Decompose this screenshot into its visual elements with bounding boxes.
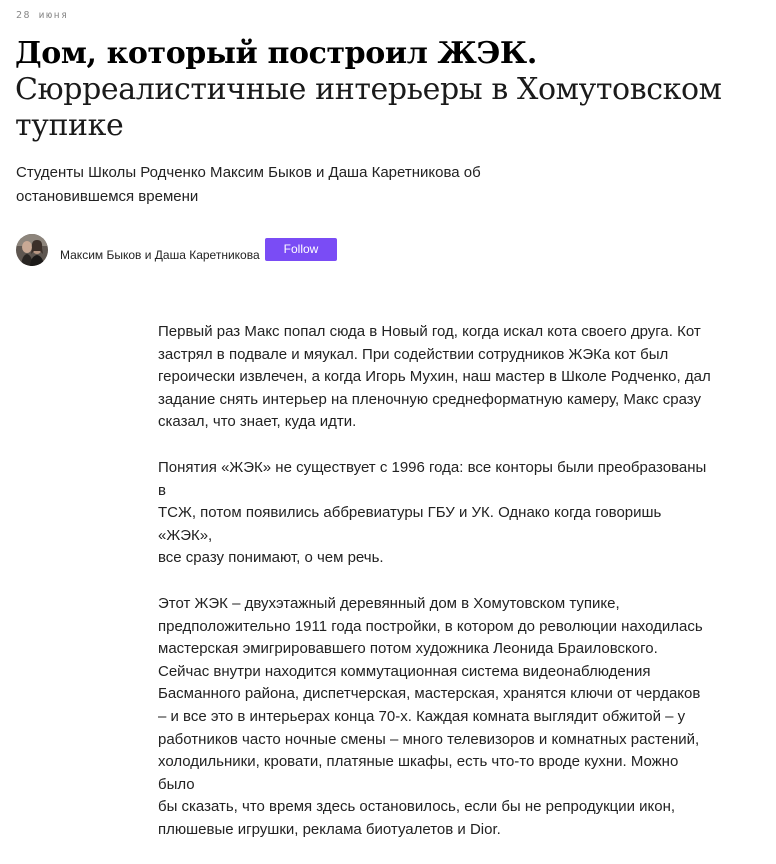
author-byline (16, 233, 260, 267)
body-paragraph: Этот ЖЭК – двухэтажный деревянный дом в Хомутовском тупике, предположительно 1911 года постройки, в котором до революции находилась мастерская эмигрировавшего потом художника Леонида Браиловского. Сейчас внутри находится коммутационная система видеонаблюдения Басманного района, диспетчерская, мастерская, хранятся ключи от чердаков – и все это в интерьерах конца 70-х. Каждая комната выглядит обжитой – у работников часто ночные смены – много телевизоров и комнатных растений, холодильники, кровати, платяные шкафы, есть что-то вроде кухни. Можно было бы сказать, что время здесь остановилось, если бы не репродукции икон, плюшевые игрушки, реклама биотуалетов и Dior. (158, 594, 703, 838)
article-lead: Студенты Школы Родченко Максим Быков и Даша Каретникова об остановившемся времени (16, 164, 481, 205)
article-headline (15, 36, 765, 144)
article-title: Дом, который построил ЖЭК. (15, 36, 537, 71)
article-subtitle: Сюрреалистичные интерьеры в Хомутовском тупике (15, 72, 722, 143)
author-name[interactable]: Максим Быков и Даша Каретникова (60, 248, 260, 262)
body-paragraph: Понятия «ЖЭК» не существует с 1996 года: все конторы были преобразованы в ТСЖ, потом появились аббревиатуры ГБУ и УК. Однако когда говоришь «ЖЭК», все сразу понимают, о чем речь. (158, 458, 707, 567)
body-paragraph: Первый раз Макс попал сюда в Новый год, когда искал кота своего друга. Кот застрял в подвале и мяукал. При содействии сотрудников ЖЭКа кот был героически извлечен, а когда Игорь Мухин, наш мастер в Школе Родченко, дал задание снять интерьер на пленочную среднеформатную камеру, Макс сразу сказал, что знает, куда идти. (158, 323, 711, 431)
article-date: 28 июня (16, 10, 69, 21)
follow-button[interactable]: Follow (265, 238, 337, 261)
author-avatar-icon[interactable] (16, 234, 48, 266)
